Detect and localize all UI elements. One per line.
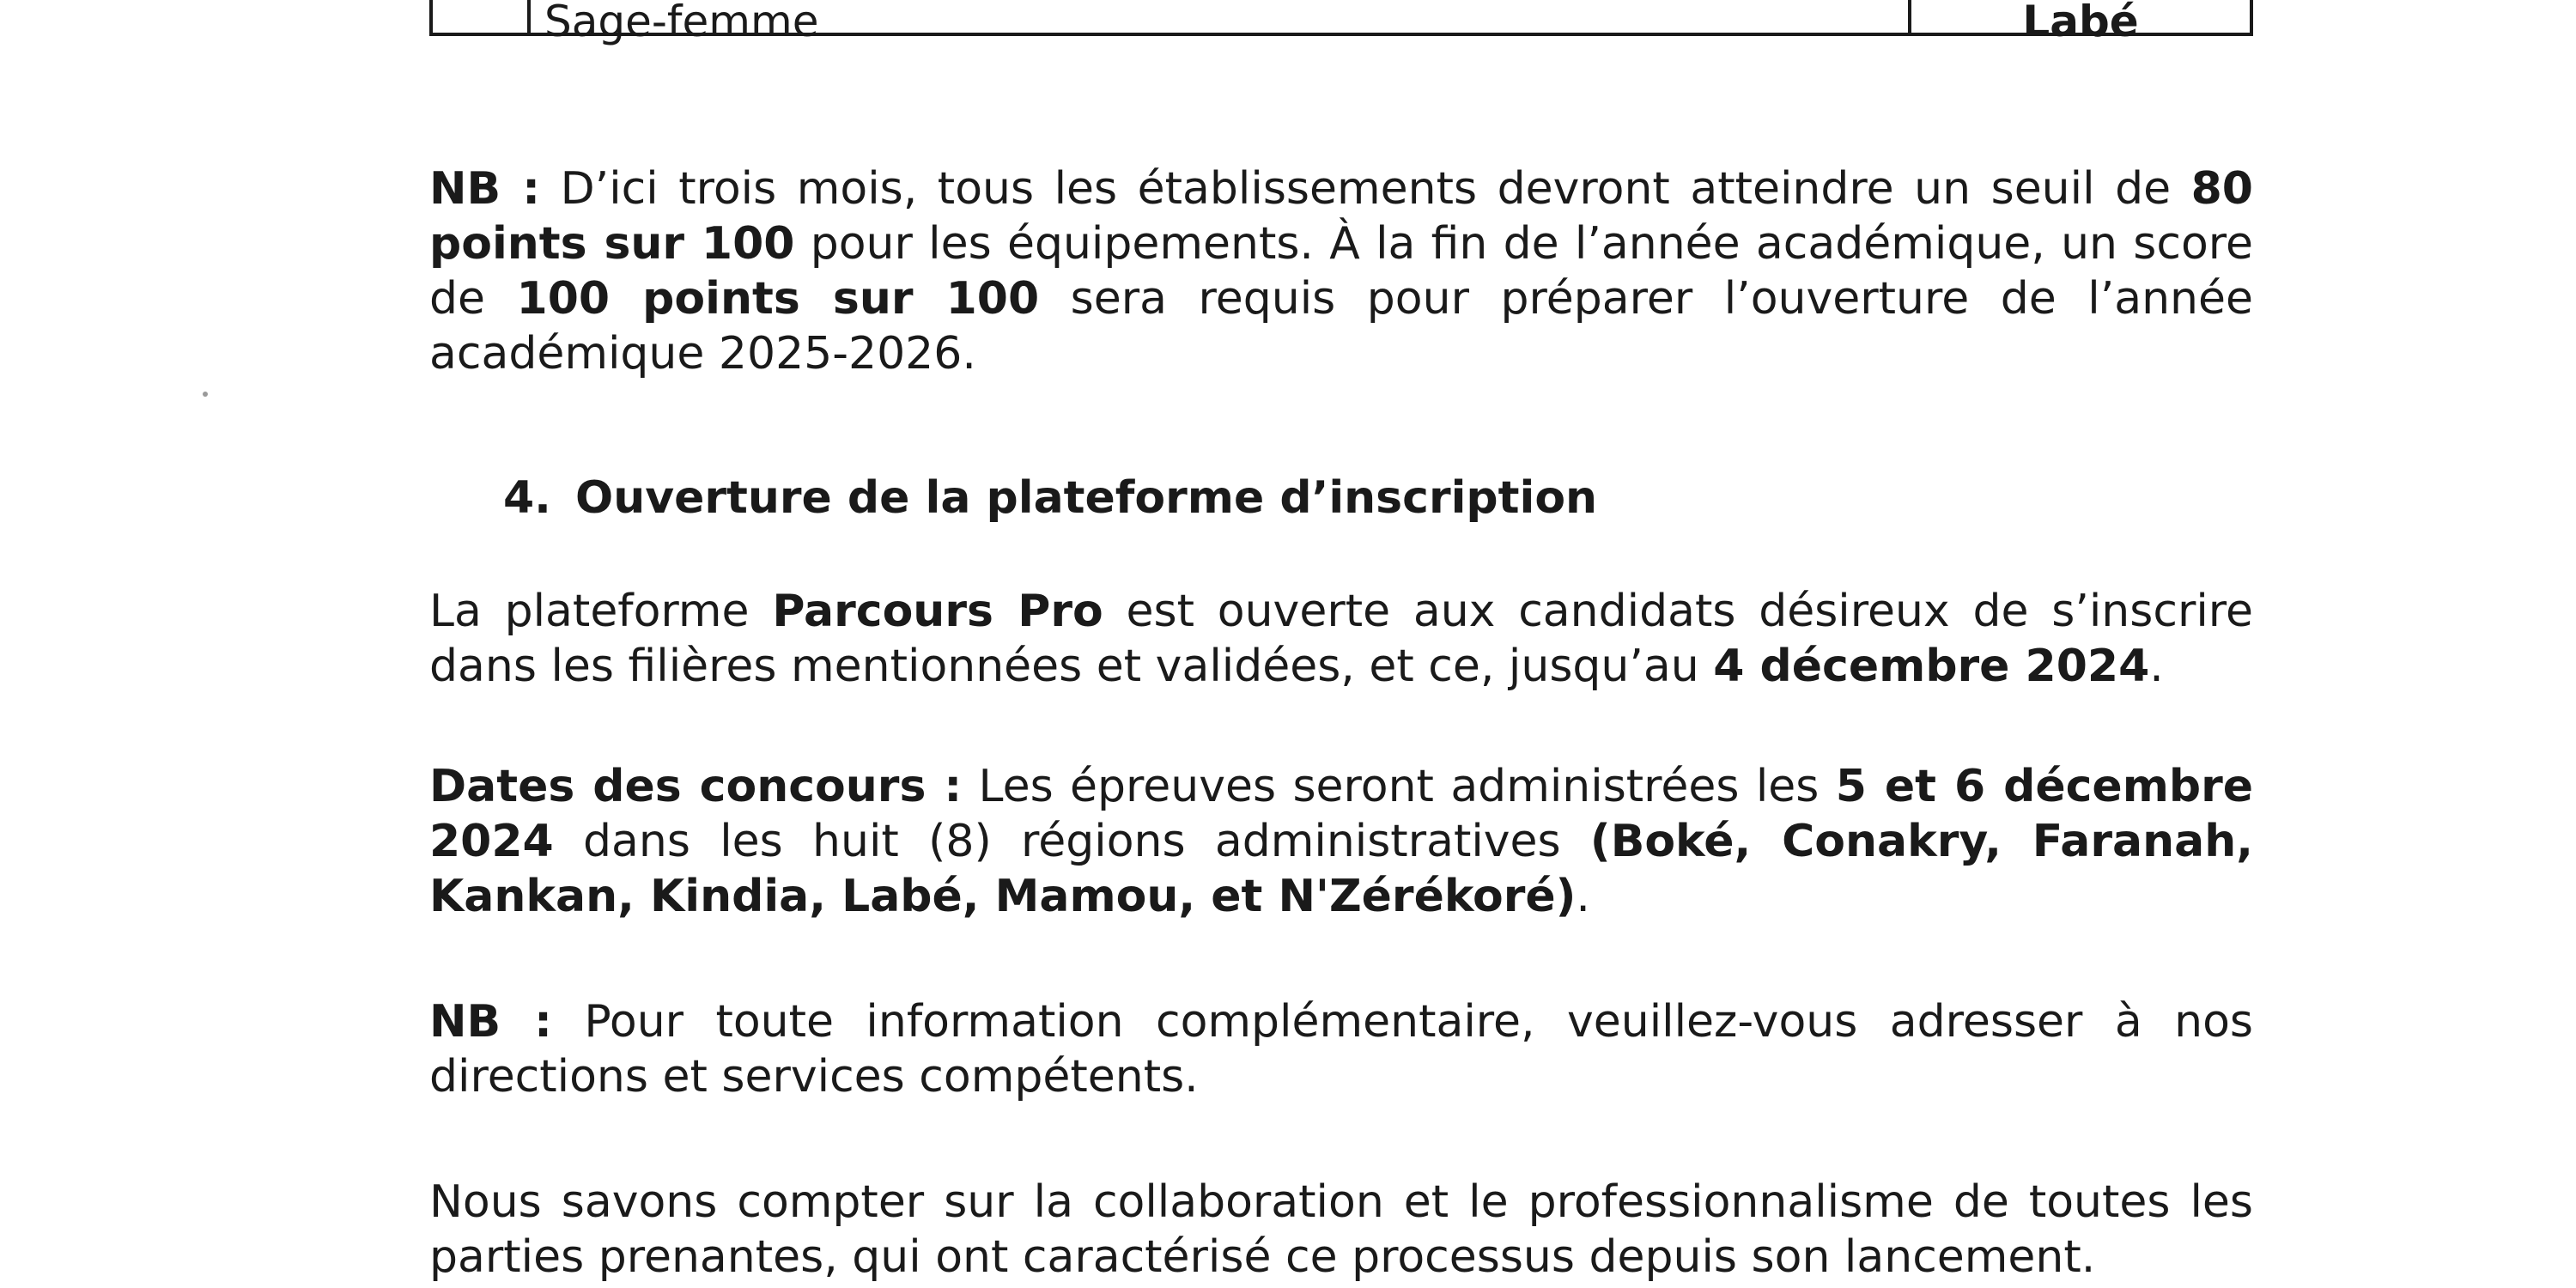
nb-required-score: 100 points sur 100 [516, 273, 1040, 325]
table-cell-number [433, 0, 531, 33]
closing-paragraph [429, 1175, 2253, 1285]
nb-text-part: sera requis pour préparer l’ouverture de l’année académique 2025-2026. [429, 273, 2253, 380]
nb-text-part: D’ici trois mois, tous les établissements devront atteindre un seuil de [540, 163, 2191, 215]
section-title: Ouverture de la plateforme d’inscription [575, 472, 1598, 524]
nb-paragraph-info [429, 994, 2253, 1104]
platform-text-part: La plateforme [429, 586, 773, 637]
exam-dates: 5 et 6 décembre 2024 [429, 761, 2254, 867]
closing-text: Nous savons compter sur la collaboration et le professionnalisme de toutes les parties prenantes, qui ont caractérisé ce processus depuis son lancement. [429, 1176, 2253, 1283]
exam-dates-label: Dates des concours : [429, 761, 963, 812]
section-number: 4. [503, 472, 551, 524]
scan-speck [203, 392, 208, 397]
platform-paragraph [429, 584, 2253, 694]
nb-label: NB : [429, 996, 552, 1048]
nb-paragraph-equipment [429, 161, 2253, 381]
section-heading [503, 471, 1597, 526]
table-cell-region: Labé [2022, 0, 2139, 46]
deadline-date: 4 décembre 2024 [1713, 641, 2150, 692]
table-cell-filiere: Sage-femme [544, 0, 819, 46]
nb-info-text: Pour toute information complémentaire, veuillez-vous adresser à nos directions et services compétents. [429, 996, 2253, 1103]
exam-dates-text-part: Les épreuves seront administrées les [962, 761, 1836, 812]
exam-dates-paragraph [429, 759, 2253, 924]
regions-list: (Boké, Conakry, Faranah, Kankan, Kindia, Labé, Mamou, et N'Zérékoré) [429, 816, 2253, 922]
platform-text-part: est ouverte aux candidats désireux de s’inscrire dans les filières mentionnées et validées, et ce, jusqu’au [429, 586, 2254, 692]
platform-text-part: . [2149, 641, 2164, 692]
exam-dates-text-part: . [1576, 871, 1590, 922]
table-cell-region-box [1908, 0, 2250, 46]
nb-text-part: pour les équipements. À la fin de l’année académique, un score de [429, 218, 2253, 325]
exam-dates-text-part: dans les huit (8) régions administratives [553, 816, 1590, 867]
table-row [429, 0, 2253, 46]
nb-threshold: 80 points sur 100 [429, 163, 2253, 270]
platform-name: Parcours Pro [772, 586, 1103, 637]
nb-label: NB : [429, 163, 541, 215]
